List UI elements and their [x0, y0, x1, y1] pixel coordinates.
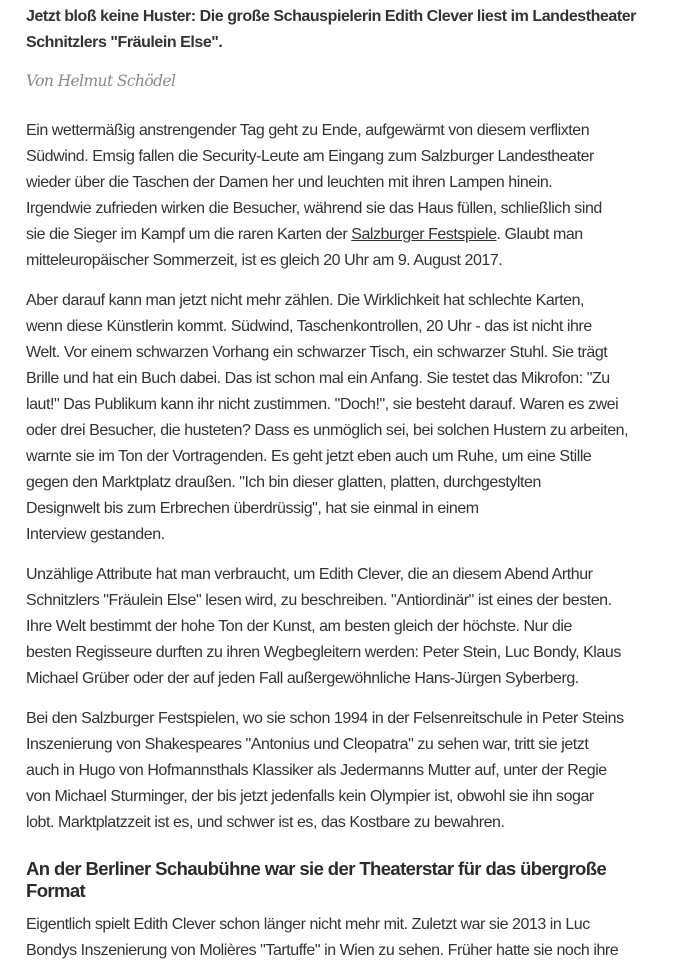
article-lead: Jetzt bloß keine Huster: Die große Schauspielerin Edith Clever liest im Landestheater Schnitzlers "Fräulein Else".	[26, 8, 636, 51]
article-paragraph: Unzählige Attribute hat man verbraucht, um Edith Clever, die an diesem Abend Arthur Schnitzlers "Fräulein Else" lesen wird, zu beschreiben. "Antiordinär" ist eines der besten. Ihre Welt bestimmt der hohe Ton der Kunst, am besten gleich der höchste. Nur die besten Regisseure durften zu ihren Wegbegleitern werden: Peter Stein, Luc Bondy, Klaus Michael Grüber oder der auf jeden Fall außergewöhnliche Hans-Jürgen Syberberg.	[26, 566, 621, 687]
paragraph-text: . Glaubt man mitteleuropäischer Sommerzeit, ist es gleich 20 Uhr am 9. August 2017.	[26, 226, 583, 269]
article-paragraph	[26, 118, 698, 274]
article-author: Von Helmut Schödel	[26, 72, 176, 90]
salzburger-festspiele-link[interactable]: Salzburger Festspiele	[351, 226, 497, 243]
article-subheading: An der Berliner Schaubühne war sie der Theaterstar für das übergroße Format	[26, 858, 607, 901]
article-paragraph: Bei den Salzburger Festspielen, wo sie schon 1994 in der Felsenreitschule in Peter Steins Inszenierung von Shakespeares "Antonius und Cleopatra" zu sehen war, tritt sie jetzt auch in Hugo von Hofmannsthals Klassiker als Jedermanns Mutter auf, unter der Regie von Michael Sturminger, der bis jetzt jedenfalls kein Olympier ist, obwohl sie ihn sogar lobt. Marktplatzzeit ist es, und schwer ist es, das Kostbare zu bewahren.	[26, 710, 624, 831]
paragraph-text: Ein wettermäßig anstrengender Tag geht zu Ende, aufgewärmt von diesem verflixten Südwind. Emsig fallen die Security-Leute am Eingang zum Salzburger Landestheater wieder über die Taschen der Damen her und leuchten mit ihren Lampen hinein. Irgendwie zufrieden wirken die Besucher, während sie das Haus füllen, schließlich sind sie die Sieger im Kampf um die raren Karten der	[26, 122, 602, 243]
article-paragraph: Aber darauf kann man jetzt nicht mehr zählen. Die Wirklichkeit hat schlechte Karten, wenn diese Künstlerin kommt. Südwind, Taschenkontrollen, 20 Uhr - das ist nicht ihre Welt. Vor einem schwarzen Vorhang ein schwarzer Tisch, ein schwarzer Stuhl. Sie trägt Brille und hat ein Buch dabei. Das ist schon mal ein Anfang. Sie testet das Mikrofon: "Zu laut!" Das Publikum kann ihr nicht zustimmen. "Doch!", sie besteht darauf. Waren es zwei oder drei Besucher, die husteten? Dass es unmöglich sei, bei solchen Hustern zu arbeiten, warnte sie im Ton der Vortragenden. Es geht jetzt eben auch um Ruhe, um eine Stille gegen den Marktplatz draußen. "Ich bin dieser glatten, platten, durchgestylten Designwelt bis zum Erbrechen überdrüssig", hat sie einmal in einem Interview gestanden.	[26, 292, 629, 543]
article-paragraph: Eigentlich spielt Edith Clever schon länger nicht mehr mit. Zuletzt war sie 2013 in Luc Bondys Inszenierung von Molières "Tartuffe" in Wien zu sehen. Früher hatte sie noch ihre	[26, 916, 619, 959]
